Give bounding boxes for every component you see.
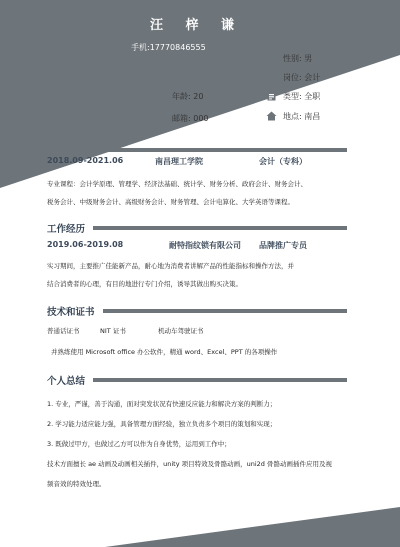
courses-line-2: 税务会计、中级财务会计、高级财务会计、财务管理、会计电算化、大学英语等课程。 [47,198,294,206]
phone-number: 手机:17770846555 [131,43,206,52]
gender-text: 性别: 男 [283,53,313,63]
position-text: 岗位: 会计 [283,72,321,82]
skills-description: 并熟练使用 Microsoft office 办公软件，精通 word、Excel、PPT 的各项操作 [51,348,278,356]
candidate-name: 汪 梓 谦 [150,18,244,33]
home-icon [263,111,279,121]
info-location [263,110,320,122]
summary-item: 技术方面擅长 ae 动画及动画相关插件，unity 项目特效及骨骼动画，uni2d 骨骼动画插件应用及视 [47,460,332,468]
company-name: 耐特指纹锁有限公司 [169,241,241,250]
section-bar [93,226,347,230]
cert-item: 机动车驾驶证书 [158,327,204,335]
summary-list [47,394,382,494]
job-position: 品牌推广专员 [259,241,307,250]
work-line-1: 实习期间，主要推广佳能新产品，耐心地为消费者讲解产品的性能指标和操作方法，并 [47,262,294,270]
cert-item: NIT 证书 [100,327,126,335]
section-bar [47,148,347,152]
work-section-header [47,221,347,235]
work-section-title: 工作经历 [47,224,86,235]
bottom-band [105,507,400,547]
id-card-icon [263,92,279,101]
work-description [47,257,367,293]
summary-item: 频音效的特效处理。 [47,480,106,488]
section-bar [93,378,347,382]
education-period: 2018.09-2021.06 [47,156,124,165]
info-type [263,90,320,102]
education-divider [47,148,347,152]
work-period: 2019.06-2019.08 [47,240,124,249]
summary-section-title: 个人总结 [47,376,86,387]
section-bar [103,309,347,313]
work-line-2: 结合消费者的心理，有目的地进行专门介绍，诱导其做出购买决策。 [47,280,242,288]
age-field: 年龄: 20 [172,92,204,101]
location-text: 地点: 南昌 [283,111,321,121]
briefcase-icon [263,73,279,82]
summary-item: 1. 专业，严谨，善于沟通，面对突发状况有快速反应能力和解决方案的判断力； [47,400,277,408]
person-icon [263,53,279,63]
skills-section-title: 技术和证书 [47,307,95,318]
courses-line-1: 专业课程：会计学原理、管理学、经济法基础、统计学、财务分析、政府会计、财务会计、 [47,180,307,188]
info-gender [263,52,312,64]
major-name: 会计（专科） [259,157,307,166]
summary-section-header [47,373,347,387]
summary-item: 2. 学习能力适应能力强，具备管理方面经验，独立负责多个项目的策划和实现； [47,420,277,428]
type-text: 类型: 全职 [283,91,321,101]
education-courses [47,175,367,211]
skills-section-header [47,304,347,318]
cert-row [47,322,377,340]
summary-item: 3. 既做过甲方，也做过乙方可以作为自身优势，运用到工作中； [47,440,231,448]
school-name: 南昌理工学院 [155,157,203,166]
info-position [263,71,320,83]
email-field: 邮箱: 000 [172,114,209,123]
cert-item: 普通话证书 [47,327,80,335]
